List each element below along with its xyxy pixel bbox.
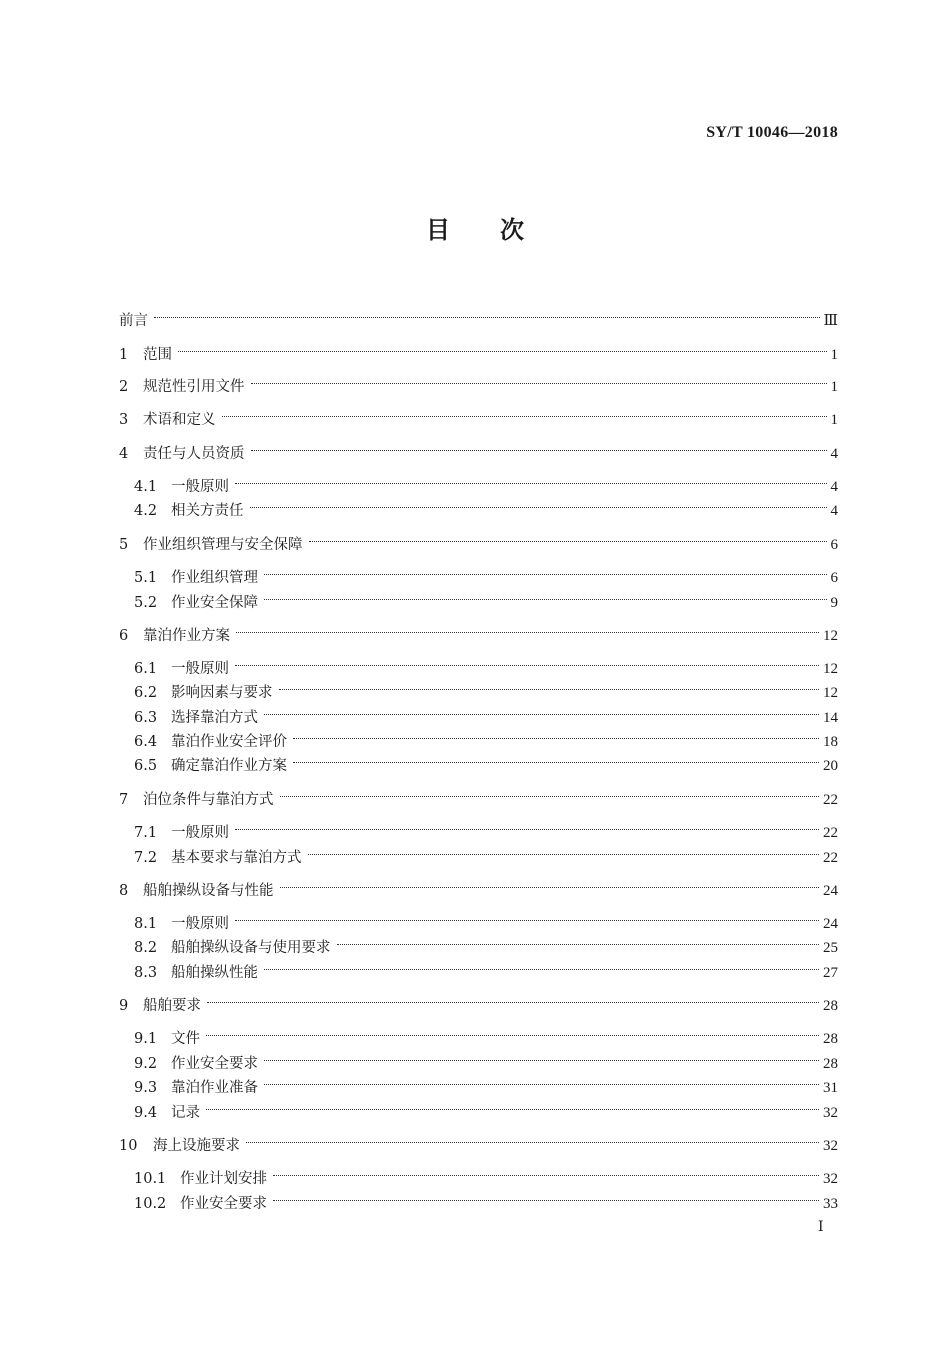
toc-leader: [280, 782, 820, 804]
toc-entry[interactable]: [119, 402, 838, 428]
toc-entry-label: 规范性引用文件: [143, 379, 245, 395]
toc-leader: [264, 560, 827, 582]
toc-entry-label: 靠泊作业安全评价: [171, 734, 287, 750]
toc-entry-number: 8.3: [134, 965, 158, 981]
toc-entry-label: 确定靠泊作业方案: [171, 758, 287, 774]
toc-entry[interactable]: [119, 337, 838, 363]
toc-entry-label: 船舶操纵设备与使用要求: [171, 940, 331, 956]
toc-entry[interactable]: [134, 469, 838, 495]
toc-entry-page: Ⅲ: [823, 313, 838, 329]
toc-title-char-2: 次: [500, 216, 524, 244]
toc-entry[interactable]: [119, 303, 838, 329]
toc-leader: [154, 303, 820, 325]
toc-entry-number: 7.2: [134, 850, 158, 866]
toc-entry-label: 船舶要求: [143, 998, 201, 1014]
toc-entry-page: 18: [823, 734, 838, 750]
toc-entry-page: 4: [830, 503, 838, 519]
toc-entry-number: 6.5: [134, 758, 158, 774]
toc-entry-number: 10.2: [134, 1196, 167, 1212]
toc-leader: [293, 748, 819, 770]
toc-leader: [207, 988, 819, 1010]
toc-leader: [264, 955, 819, 977]
toc-entry[interactable]: [119, 1128, 838, 1154]
toc-leader: [206, 1021, 819, 1043]
toc-entry-label: 相关方责任: [171, 503, 244, 519]
toc-entry-label: 作业安全保障: [171, 595, 258, 611]
toc-leader: [264, 700, 819, 722]
toc-entry-page: 24: [823, 883, 838, 899]
toc-entry-page: 27: [823, 965, 838, 981]
toc-entry[interactable]: [134, 1070, 838, 1096]
toc-entry[interactable]: [134, 651, 838, 677]
toc-entry-number: 5: [119, 537, 129, 553]
toc-entry-page: 20: [823, 758, 838, 774]
toc-leader: [309, 527, 827, 549]
toc-entry[interactable]: [119, 436, 838, 462]
toc-entry-label: 责任与人员资质: [143, 446, 245, 462]
toc-entry[interactable]: [119, 527, 838, 553]
toc-entry-page: 22: [823, 825, 838, 841]
toc-entry[interactable]: [134, 585, 838, 611]
toc-entry-number: 4.2: [134, 503, 158, 519]
page-number: Ⅰ: [818, 1220, 824, 1235]
toc-leader: [264, 585, 827, 607]
toc-entry-number: 9.2: [134, 1056, 158, 1072]
toc-entry-label: 靠泊作业方案: [143, 628, 230, 644]
toc-entry-number: 10.1: [134, 1171, 167, 1187]
toc-leader: [264, 1070, 819, 1092]
toc-entry-label: 作业安全要求: [180, 1196, 267, 1212]
toc-leader: [235, 906, 819, 928]
toc-entry[interactable]: [134, 1095, 838, 1121]
toc-leader: [251, 369, 827, 391]
toc-entry-number: 6: [119, 628, 129, 644]
toc-entry[interactable]: [134, 675, 838, 701]
toc-entry-label: 作业安全要求: [171, 1056, 258, 1072]
toc-entry-page: 31: [823, 1080, 838, 1096]
toc-entry-page: 1: [830, 412, 838, 428]
toc-entry-label: 文件: [171, 1031, 200, 1047]
toc-leader: [308, 840, 820, 862]
toc-entry-label: 基本要求与靠泊方式: [171, 850, 302, 866]
toc-entry-label: 一般原则: [171, 479, 229, 495]
toc-entry-label: 选择靠泊方式: [171, 710, 258, 726]
toc-entry-number: 6.3: [134, 710, 158, 726]
toc-entry-number: 4.1: [134, 479, 158, 495]
toc-leader: [337, 930, 820, 952]
toc-entry[interactable]: [134, 815, 838, 841]
toc-entry-number: 9.4: [134, 1105, 158, 1121]
toc-entry[interactable]: [134, 1046, 838, 1072]
toc-entry[interactable]: [134, 1186, 838, 1212]
toc-entry-page: 28: [823, 998, 838, 1014]
toc-leader: [250, 493, 827, 515]
toc-leader: [246, 1128, 819, 1150]
toc-entry-number: 1: [119, 347, 129, 363]
toc-entry-label: 船舶操纵设备与性能: [143, 883, 274, 899]
toc-entry-number: 7.1: [134, 825, 158, 841]
toc-entry-number: 8.2: [134, 940, 158, 956]
toc-entry[interactable]: [134, 1021, 838, 1047]
toc-entry-label: 影响因素与要求: [171, 685, 273, 701]
toc-entry-page: 22: [823, 850, 838, 866]
toc-entry-page: 22: [823, 792, 838, 808]
toc-entry-page: 24: [823, 916, 838, 932]
toc-entry-label: 前言: [119, 313, 148, 329]
toc-entry[interactable]: [119, 618, 838, 644]
toc-entry-number: 10: [119, 1138, 138, 1154]
toc-entry-page: 1: [830, 379, 838, 395]
toc-entry[interactable]: [119, 988, 838, 1014]
toc-entry-page: 12: [823, 661, 838, 677]
toc-entry-number: 5.1: [134, 570, 158, 586]
toc-entry-label: 范围: [143, 347, 172, 363]
toc-leader: [273, 1161, 819, 1183]
toc-entry-page: 33: [823, 1196, 838, 1212]
standard-code: SY/T 10046—2018: [706, 124, 838, 141]
toc-entry[interactable]: [134, 930, 838, 956]
toc-entry[interactable]: [119, 369, 838, 395]
toc-entry-page: 6: [830, 570, 838, 586]
toc-entry[interactable]: [119, 782, 838, 808]
toc-entry-number: 5.2: [134, 595, 158, 611]
toc-entry-number: 3: [119, 412, 129, 428]
toc-entry-label: 靠泊作业准备: [171, 1080, 258, 1096]
toc-entry-page: 12: [823, 685, 838, 701]
toc-entry-page: 32: [823, 1171, 838, 1187]
toc-entry-page: 28: [823, 1031, 838, 1047]
toc-entry-page: 12: [823, 628, 838, 644]
toc-entry-page: 4: [830, 446, 838, 462]
toc-entry-number: 9.3: [134, 1080, 158, 1096]
toc-leader: [222, 402, 827, 424]
toc-entry-label: 作业计划安排: [180, 1171, 267, 1187]
toc-entry[interactable]: [134, 700, 838, 726]
toc-entry-number: 8.1: [134, 916, 158, 932]
toc-entry[interactable]: [134, 906, 838, 932]
toc-entry-page: 32: [823, 1138, 838, 1154]
toc-entry-page: 25: [823, 940, 838, 956]
toc-entry-number: 7: [119, 792, 129, 808]
toc-leader: [279, 675, 820, 697]
toc-entry-label: 一般原则: [171, 825, 229, 841]
toc-leader: [236, 618, 819, 640]
toc-leader: [251, 436, 827, 458]
toc-entry-label: 海上设施要求: [153, 1138, 240, 1154]
toc-entry[interactable]: [134, 840, 838, 866]
toc-entry[interactable]: [134, 493, 838, 519]
toc-entry-number: 4: [119, 446, 129, 462]
toc-entry[interactable]: [134, 955, 838, 981]
toc-entry-label: 泊位条件与靠泊方式: [143, 792, 274, 808]
toc-entry[interactable]: [134, 724, 838, 750]
toc-entry-page: 4: [830, 479, 838, 495]
toc-entry-number: 9: [119, 998, 129, 1014]
toc-entry-page: 6: [830, 537, 838, 553]
toc-entry-page: 9: [830, 595, 838, 611]
toc-entry[interactable]: [134, 560, 838, 586]
toc-leader: [235, 651, 819, 673]
toc-entry-label: 记录: [171, 1105, 200, 1121]
toc-leader: [273, 1186, 819, 1208]
toc-entry-label: 一般原则: [171, 916, 229, 932]
toc-entry-label: 作业组织管理与安全保障: [143, 537, 303, 553]
toc-leader: [206, 1095, 819, 1117]
toc-entry-page: 32: [823, 1105, 838, 1121]
toc-entry-label: 作业组织管理: [171, 570, 258, 586]
toc-leader: [178, 337, 827, 359]
toc-entry-number: 9.1: [134, 1031, 158, 1047]
toc-leader: [293, 724, 819, 746]
toc-leader: [235, 815, 819, 837]
toc-entry-number: 8: [119, 883, 129, 899]
toc-leader: [235, 469, 827, 491]
toc-entry-label: 术语和定义: [143, 412, 216, 428]
toc-title-char-1: 目: [426, 216, 450, 244]
toc-entry[interactable]: [134, 748, 838, 774]
toc-entry[interactable]: [134, 1161, 838, 1187]
toc-leader: [280, 873, 820, 895]
toc-entry-page: 1: [830, 347, 838, 363]
toc-entry-number: 6.2: [134, 685, 158, 701]
toc-entry[interactable]: [119, 873, 838, 899]
toc-entry-label: 一般原则: [171, 661, 229, 677]
toc-entry-label: 船舶操纵性能: [171, 965, 258, 981]
toc-entry-number: 2: [119, 379, 129, 395]
toc-entry-page: 28: [823, 1056, 838, 1072]
toc-entry-number: 6.1: [134, 661, 158, 677]
toc-leader: [264, 1046, 819, 1068]
toc-entry-number: 6.4: [134, 734, 158, 750]
toc-entry-page: 14: [823, 710, 838, 726]
